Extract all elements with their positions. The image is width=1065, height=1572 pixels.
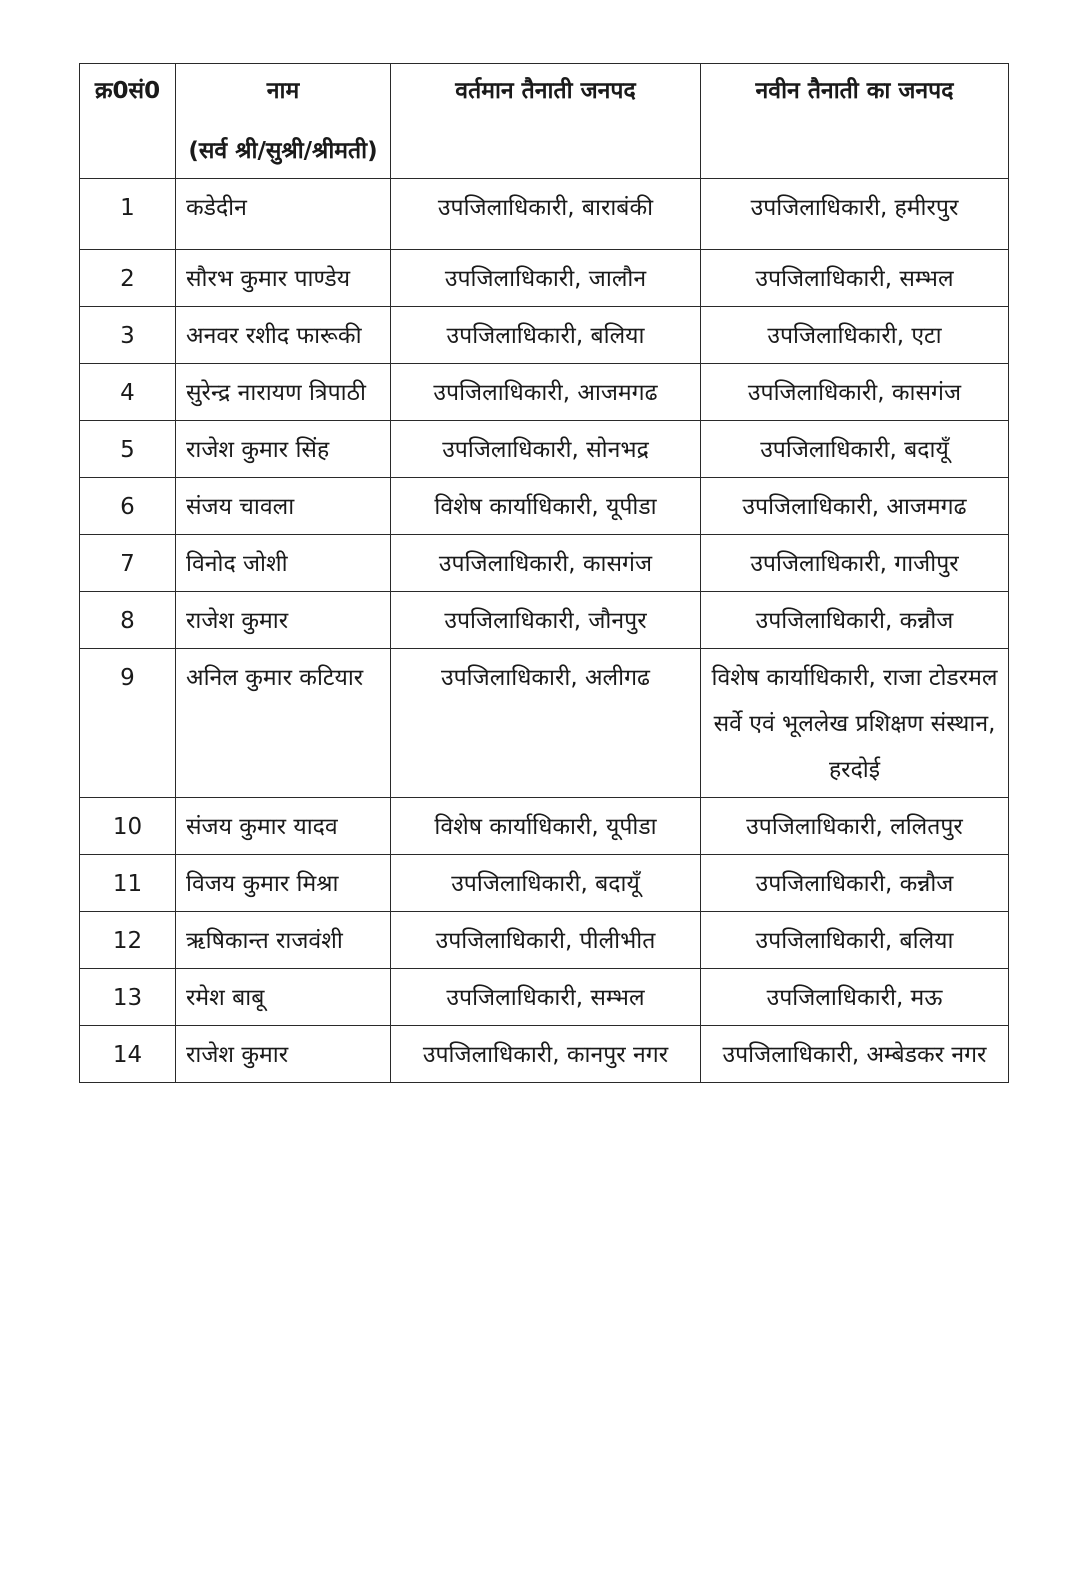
row-serial-cell: 10	[80, 798, 176, 855]
row-serial-cell: 11	[80, 855, 176, 912]
row-name-cell: राजेश कुमार	[176, 1026, 391, 1083]
table-row	[80, 969, 1009, 1026]
row-new-posting-cell: उपजिलाधिकारी, गाजीपुर	[701, 535, 1009, 592]
row-name-cell: राजेश कुमार	[176, 592, 391, 649]
table-row	[80, 592, 1009, 649]
row-new-posting-cell: उपजिलाधिकारी, अम्बेडकर नगर	[701, 1026, 1009, 1083]
row-current-posting-cell: उपजिलाधिकारी, बलिया	[391, 307, 701, 364]
row-serial-cell: 14	[80, 1026, 176, 1083]
row-new-posting-cell: उपजिलाधिकारी, मऊ	[701, 969, 1009, 1026]
row-new-posting-cell: उपजिलाधिकारी, बदायूँ	[701, 421, 1009, 478]
row-new-posting-cell: विशेष कार्याधिकारी, राजा टोडरमल सर्वे एवं भूललेख प्रशिक्षण संस्थान, हरदोई	[701, 649, 1009, 798]
table-row	[80, 478, 1009, 535]
row-new-posting-cell: उपजिलाधिकारी, ललितपुर	[701, 798, 1009, 855]
row-current-posting-cell: उपजिलाधिकारी, पीलीभीत	[391, 912, 701, 969]
header-name-label: नाम	[266, 78, 300, 104]
row-current-posting-cell: विशेष कार्याधिकारी, यूपीडा	[391, 798, 701, 855]
row-serial-cell: 9	[80, 649, 176, 798]
row-current-posting-cell: विशेष कार्याधिकारी, यूपीडा	[391, 478, 701, 535]
row-new-posting-cell: उपजिलाधिकारी, बलिया	[701, 912, 1009, 969]
row-name-cell: संजय कुमार यादव	[176, 798, 391, 855]
header-current-posting: वर्तमान तैनाती जनपद	[391, 64, 701, 179]
table-row	[80, 307, 1009, 364]
row-serial-cell: 8	[80, 592, 176, 649]
row-new-posting-cell: उपजिलाधिकारी, कासगंज	[701, 364, 1009, 421]
row-current-posting-cell: उपजिलाधिकारी, सम्भल	[391, 969, 701, 1026]
row-current-posting-cell: उपजिलाधिकारी, कानपुर नगर	[391, 1026, 701, 1083]
table-row	[80, 179, 1009, 250]
row-new-posting-cell: उपजिलाधिकारी, आजमगढ	[701, 478, 1009, 535]
row-new-posting-cell: उपजिलाधिकारी, हमीरपुर	[701, 179, 1009, 250]
table-row	[80, 364, 1009, 421]
table-row	[80, 250, 1009, 307]
row-name-cell: रमेश बाबू	[176, 969, 391, 1026]
header-row	[80, 64, 1009, 179]
row-new-posting-cell: उपजिलाधिकारी, सम्भल	[701, 250, 1009, 307]
table-row	[80, 855, 1009, 912]
row-name-cell: विजय कुमार मिश्रा	[176, 855, 391, 912]
row-serial-cell: 4	[80, 364, 176, 421]
row-serial-cell: 6	[80, 478, 176, 535]
row-name-cell: संजय चावला	[176, 478, 391, 535]
table-row	[80, 535, 1009, 592]
row-current-posting-cell: उपजिलाधिकारी, अलीगढ	[391, 649, 701, 798]
row-serial-cell: 12	[80, 912, 176, 969]
row-serial-cell: 7	[80, 535, 176, 592]
row-serial-cell: 13	[80, 969, 176, 1026]
row-current-posting-cell: उपजिलाधिकारी, कासगंज	[391, 535, 701, 592]
row-serial-cell: 5	[80, 421, 176, 478]
row-name-cell: ऋषिकान्त राजवंशी	[176, 912, 391, 969]
table-row	[80, 421, 1009, 478]
row-name-cell: अनिल कुमार कटियार	[176, 649, 391, 798]
table-row	[80, 649, 1009, 798]
row-new-posting-cell: उपजिलाधिकारी, कन्नौज	[701, 855, 1009, 912]
row-current-posting-cell: उपजिलाधिकारी, सोनभद्र	[391, 421, 701, 478]
row-current-posting-cell: उपजिलाधिकारी, बाराबंकी	[391, 179, 701, 250]
row-name-cell: विनोद जोशी	[176, 535, 391, 592]
header-serial: क्र0सं0	[80, 64, 176, 179]
header-name-honorifics: (सर्व श्री/सुश्री/श्रीमती)	[188, 138, 378, 164]
row-new-posting-cell: उपजिलाधिकारी, एटा	[701, 307, 1009, 364]
header-new-posting: नवीन तैनाती का जनपद	[701, 64, 1009, 179]
transfer-list-sheet	[79, 63, 1009, 1083]
row-new-posting-cell: उपजिलाधिकारी, कन्नौज	[701, 592, 1009, 649]
row-name-cell: सुरेन्द्र नारायण त्रिपाठी	[176, 364, 391, 421]
row-name-cell: अनवर रशीद फारूकी	[176, 307, 391, 364]
row-name-cell: कडेदीन	[176, 179, 391, 250]
row-current-posting-cell: उपजिलाधिकारी, जालौन	[391, 250, 701, 307]
row-name-cell: सौरभ कुमार पाण्डेय	[176, 250, 391, 307]
header-name	[176, 64, 391, 179]
table-row	[80, 1026, 1009, 1083]
row-current-posting-cell: उपजिलाधिकारी, जौनपुर	[391, 592, 701, 649]
transfer-table	[79, 63, 1009, 1083]
table-row	[80, 912, 1009, 969]
table-row	[80, 798, 1009, 855]
row-serial-cell: 2	[80, 250, 176, 307]
row-current-posting-cell: उपजिलाधिकारी, बदायूँ	[391, 855, 701, 912]
row-serial-cell: 1	[80, 179, 176, 250]
row-current-posting-cell: उपजिलाधिकारी, आजमगढ	[391, 364, 701, 421]
row-name-cell: राजेश कुमार सिंह	[176, 421, 391, 478]
row-serial-cell: 3	[80, 307, 176, 364]
